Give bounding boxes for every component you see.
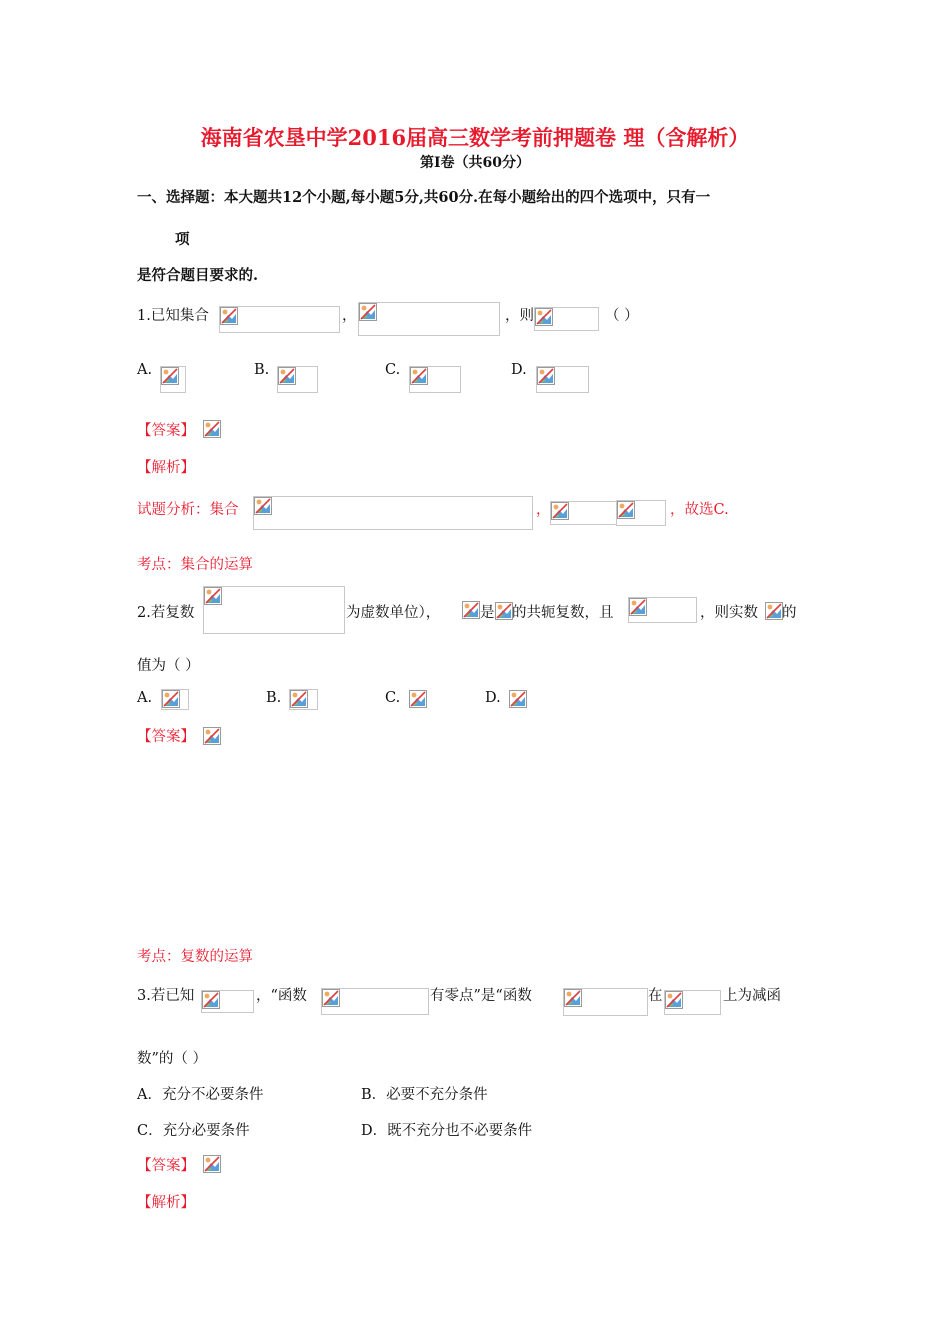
section-heading-line1: 一、选择题：本大题共12个小题,每小题5分,共60分.在每小题给出的四个选项中，只有一 [137,189,711,206]
q1-option-a-image [160,366,186,393]
q1-option-c-image [409,366,461,393]
broken-image-icon [537,367,555,385]
q3-formula-image-3 [563,988,648,1016]
q3-option-c: C．充分必要条件 [137,1123,250,1139]
q1-answer-paren: （ ） [605,308,639,324]
broken-image-icon [765,602,783,620]
q1-option-c-label: C. [385,362,401,378]
q3-stem-part-e: 上为减函 [723,988,781,1004]
broken-image-icon [462,601,480,619]
broken-image-icon [322,989,340,1007]
broken-image-icon [203,1155,221,1173]
q2-option-a-image [161,689,189,710]
q3-formula-image-4 [664,990,721,1015]
q2-formula-image-2 [462,601,480,619]
q1-answer-image [203,420,221,438]
broken-image-icon [162,690,180,708]
broken-image-icon [290,690,308,708]
q2-stem-part-b: 为虚数单位）， [346,605,441,621]
q1-analysis-image-2 [550,501,618,525]
q2-stem-part-d: 的共轭复数，且 [512,605,614,621]
q2-option-a-label: A. [137,690,153,706]
q2-option-d-image [509,690,527,710]
q2-option-b-label: B. [266,690,282,706]
q2-formula-image-1 [203,586,345,634]
q2-formula-image-3 [495,602,511,620]
broken-image-icon [203,420,221,438]
q3-option-d: D．既不充分也不必要条件 [361,1123,533,1139]
q1-analysis-label: 【解析】 [137,460,195,476]
q2-stem-part-c: 是 [480,605,495,621]
q1-analysis-image-1 [253,496,533,530]
broken-image-icon [203,727,221,745]
broken-image-icon [278,367,296,385]
q1-analysis-text: 试题分析：集合 [137,502,239,518]
broken-image-icon [665,991,683,1009]
q2-kaodian: 考点：复数的运算 [137,949,253,965]
q1-answer-label: 【答案】 [137,423,195,439]
q3-stem-part-c: 有零点”是“函数 [430,988,532,1004]
q3-option-a: A．充分不必要条件 [137,1087,264,1103]
q3-answer-image [203,1155,221,1173]
q2-option-d-label: D. [485,690,501,706]
q3-stem-part-d: 在 [648,988,663,1004]
q2-option-c-image [409,690,427,710]
q1-kaodian: 考点：集合的运算 [137,557,253,573]
q1-separator-1: ， [342,308,357,324]
q2-stem-start: 2.若复数 [137,605,195,621]
q3-analysis-label: 【解析】 [137,1195,195,1211]
q1-formula-image-3 [534,307,599,331]
q1-option-a-label: A. [137,362,153,378]
q1-option-b-image [277,366,318,393]
broken-image-icon [204,587,222,605]
q1-option-d-image [536,366,589,393]
q1-option-b-label: B. [254,362,270,378]
document-subtitle: 第Ⅰ卷（共60分） [419,155,531,171]
q3-stem-part-b: ，“函数 [256,988,307,1004]
q3-answer-label: 【答案】 [137,1158,195,1174]
broken-image-icon [509,690,527,708]
broken-image-icon [202,991,220,1009]
broken-image-icon [359,303,377,321]
q1-option-d-label: D. [511,362,527,378]
broken-image-icon [220,307,238,325]
q1-formula-image-2 [358,302,500,336]
q1-stem-start: 1.已知集合 [137,308,209,324]
q3-formula-image-2 [321,988,429,1015]
q2-stem-part-f: 的 [782,605,797,621]
document-title: 海南省农垦中学2016届高三数学考前押题卷 理（含解析） [200,125,750,150]
q1-analysis-separator: ， [536,502,551,518]
q1-separator-2: ，则 [505,308,534,324]
broken-image-icon [551,502,569,520]
broken-image-icon [617,501,635,519]
q2-answer-image [203,727,221,745]
broken-image-icon [409,690,427,708]
q1-analysis-conclusion: ，故选C. [670,502,729,518]
broken-image-icon [564,989,582,1007]
broken-image-icon [161,367,179,385]
broken-image-icon [410,367,428,385]
q2-formula-image-4 [628,597,697,623]
broken-image-icon [254,497,272,515]
q2-stem-line2: 值为（ ） [137,658,200,674]
q3-formula-image-1 [201,990,254,1013]
q2-stem-part-e: ，则实数 [700,605,758,621]
q2-formula-image-5 [765,602,782,620]
broken-image-icon [495,602,513,620]
q3-stem-line2: 数”的（ ） [137,1051,208,1067]
q2-option-c-label: C. [385,690,401,706]
section-heading-line2: 项 [175,231,190,248]
broken-image-icon [629,598,647,616]
q1-formula-image-1 [219,306,340,333]
broken-image-icon [535,308,553,326]
section-heading-line3: 是符合题目要求的. [137,267,259,284]
q1-analysis-image-3 [616,500,666,526]
q3-stem-start: 3.若已知 [137,988,195,1004]
q3-option-b: B．必要不充分条件 [361,1087,488,1103]
q2-option-b-image [289,689,318,710]
q2-answer-label: 【答案】 [137,729,195,745]
